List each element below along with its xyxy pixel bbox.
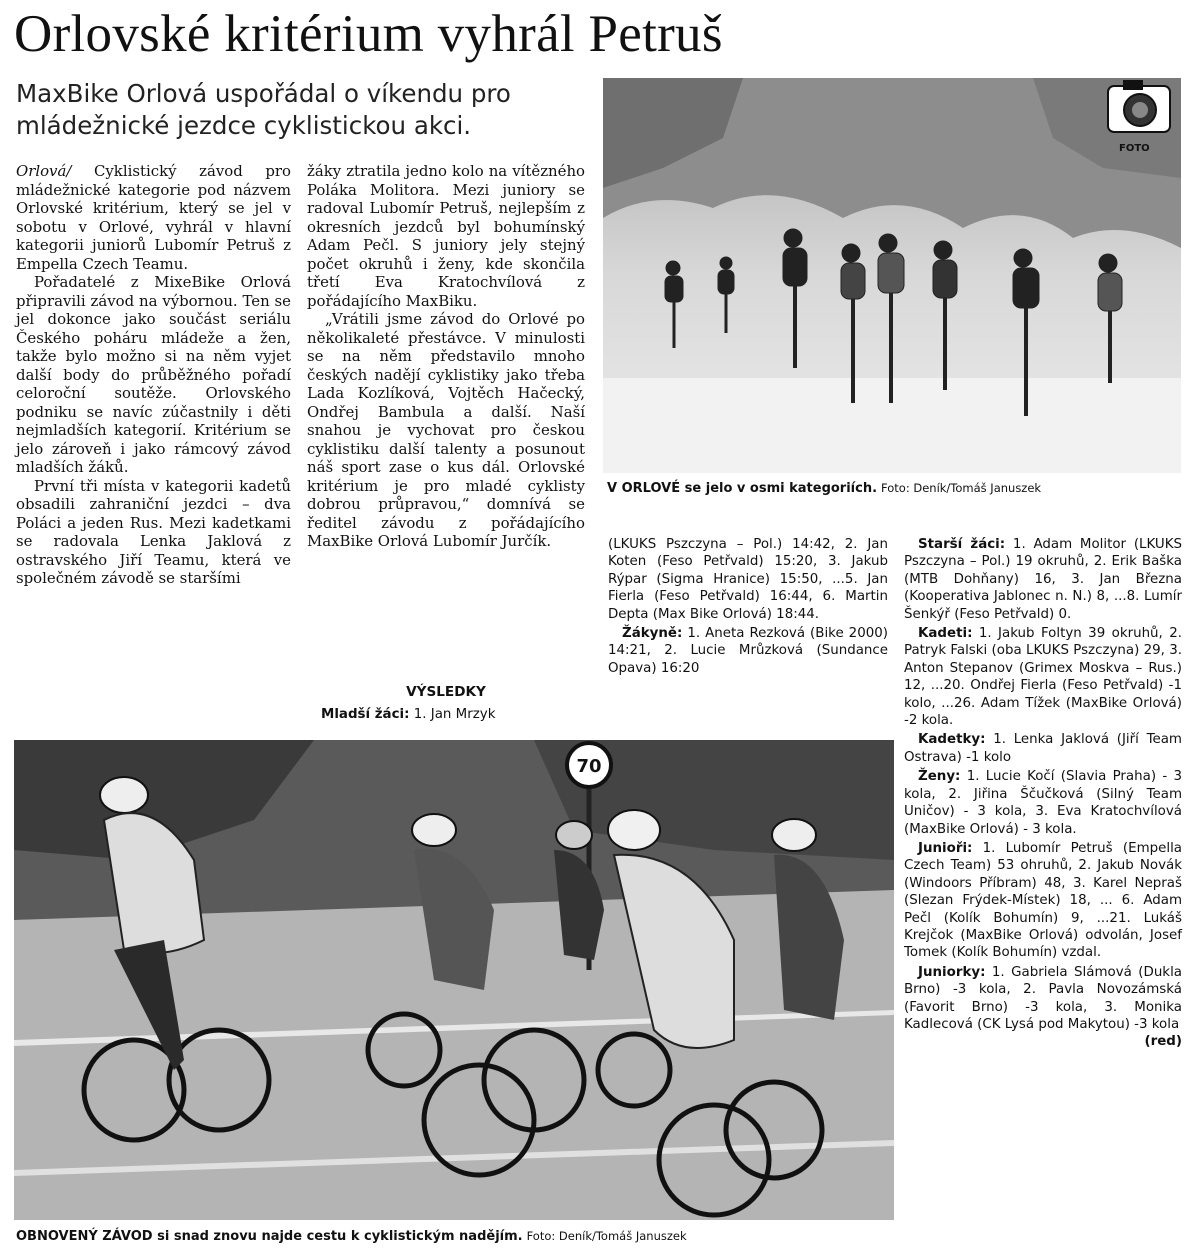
speed-sign-label: 70 [576,756,602,777]
cyclists-photo-top [603,78,1181,473]
foto-badge: FOTO [1119,143,1150,154]
caption-bottom: OBNOVENÝ ZÁVOD si snad znovu najde cestu k cyklistickým nadějím. Foto: Deník/Tomáš Januszek [16,1229,687,1244]
article-paragraph: Pořadatelé z MixeBike Orlová připravili závod na výbornou. Ten se jel dokonce jako součást seriálu Českého poháru mládeže a žen, takže bylo možno si na něm vyjet další body do průběžného pořadí celoroční soutěže. Orlovského podniku se navíc zúčastnily i děti nejmladších kategorií. Kritérium se jelo zároveň i jako rámcový závod mladších žáků. [16,273,291,476]
article-paragraph: První tři místa v kategorii kadetů obsadili zahraniční jezdci – dva Poláci a jeden Rus. Mezi kadetkami se radovala Lenka Jaklová z ostravského Jiří Teamu, která ve společném závodě se staršími [16,476,291,587]
headline: Orlovské kritérium vyhrál Petruš [14,5,723,63]
dateline: Orlová/ [16,162,72,180]
results-column-3 [608,536,888,679]
photo-bottom [14,740,894,1220]
results-zakyne: Žákyně: 1. Aneta Rezková (Bike 2000) 14:21, 2. Lucie Mrůzková (Sundance Opava) 16:20 [608,626,888,676]
camera-icon [1108,80,1170,132]
article-paragraph: Orlová/ Cyklistický závod pro mládežnické kategorie pod názvem Orlovské kritérium, který se jel v sobotu v Orlové, vyhrál v hlavní kategorii juniorů Lubomír Petruš z Empella Czech Teamu. [16,162,292,273]
results-juniorky: Juniorky: 1. Gabriela Slámová (Dukla Brno) -3 kola, 2. Pavla Novozámská (Favorit Brno) -3 kola, 3. Monika Kadlecová (CK Lysá pod Makytou) -3 kola (red) [904,964,1182,1050]
results-kadetky: Kadetky: 1. Lenka Jaklová (Jiří Team Ostrava) -1 kolo [904,732,1182,765]
article-paragraph: „Vrátili jsme závod do Orlové po několikaleté přestávce. V minulosti se na něm představilo mnoho českých nadějí cyklistiky jako třeba Lada Kozlíková, Vojtěch Hačecký, Ondřej Bambula a další. Naší snahou je vychovat pro českou cyklistiku další talenty a posunout náš sport zase o kus dál. Orlovské kritérium je pro mladé cyklisty dobrou průpravou,“ domnívá se ředitel závodu z pořádajícího MaxBike Orlová Lubomír Jurčík. [307,310,585,550]
article-column-1 [16,162,291,588]
signature: (red) [1144,1034,1182,1050]
results-kadeti: Kadeti: 1. Jakub Foltyn 39 okruhů, 2. Patryk Falski (oba LKUKS Pszczyna) 29, 3. Anton Stepanov (Grimex Moskva – Rus.) 12, ...20. Ondřej Fierla (Feso Petřvald) -1 kolo, ...26. Adam Tížek (MaxBike Orlová) -2 kola. [904,626,1182,729]
results-zeny: Ženy: 1. Lucie Kočí (Slavia Praha) - 3 kola, 2. Jiřina Ščučková (Silný Team Uničov) - 3 kola, 3. Eva Kratochvílová (MaxBike Orlová) - 3 kola. [904,769,1182,837]
photo-credit: Foto: Deník/Tomáš Januszek [881,481,1042,495]
results-mladsi-start: Mladší žáci: 1. Jan Mrzyk [321,707,496,722]
results-juniori: Junioři: 1. Lubomír Petruš (Empella Czech Team) 53 ohruhů, 2. Jakub Novák (Windoors Příbram) 48, 3. Karel Nepraš (Slezan Frýdek-Místek) 18, ... 6. Adam Pečl (Kolík Bohumín) 9, ...21. Lukáš Krejčok (MaxBike Orlová) odvolán, Josef Tomek (Kolík Bohumín) vzdal. [904,840,1182,961]
perex: MaxBike Orlová uspořádal o víkendu pro mládežnické jezdce cyklistickou akci. [16,79,511,140]
photo-credit: Foto: Deník/Tomáš Januszek [526,1229,687,1243]
results-mladsi-cont: (LKUKS Pszczyna – Pol.) 14:42, 2. Jan Koten (Feso Petřvald) 15:20, 3. Jakub Rýpar (Sigma Hranice) 15:50, ...5. Jan Fierla (Feso Petřvald) 16:44, 6. Martin Depta (Max Bike Orlová) 18:44. [608,537,888,622]
caption-top: V ORLOVÉ se jelo v osmi kategoriích. Foto: Deník/Tomáš Januszek [607,481,1042,496]
results-heading: VÝSLEDKY [406,684,486,700]
photo-top [603,78,1181,473]
results-column-4 [904,536,1182,1051]
results-starsi: Starší žáci: 1. Adam Molitor (LKUKS Pszczyna – Pol.) 19 okruhů, 2. Erik Baška (MTB Dohňany) 16, 3. Jan Března (Kooperativa Jablonec n. N.) 8, ...8. Lumír Šenkýř (Feso Petřvald) 0. [904,537,1183,622]
article-column-2 [307,162,585,551]
article-paragraph: žáky ztratila jedno kolo na vítězného Poláka Molitora. Mezi juniory se radoval Lubomír Petruš, nejlepším z okresních jezdců byl bohumínský Adam Pečl. S juniory jely stejný počet okruhů i ženy, kde skončila třetí Eva Kratochvílová z pořádajícího MaxBiku. [307,162,585,310]
cyclists-photo-bottom [14,740,894,1220]
